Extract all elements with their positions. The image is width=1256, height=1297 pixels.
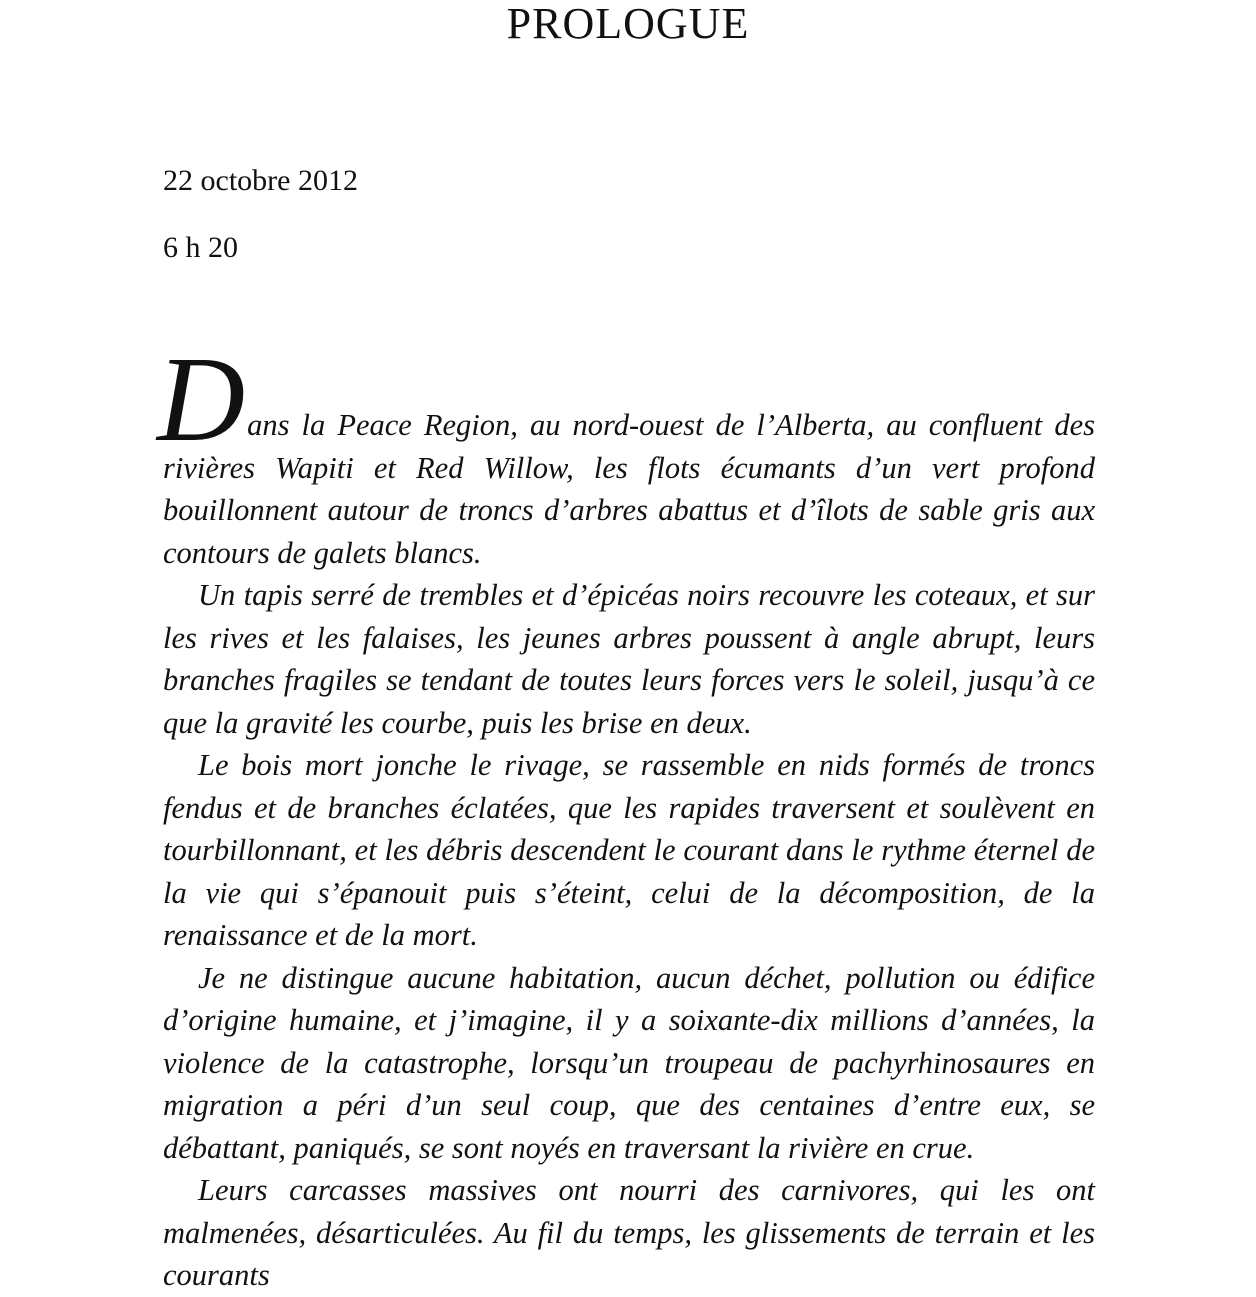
paragraph-2: Un tapis serré de trembles et d’épicéas noirs recouvre les coteaux, et sur les rives et les falaises, les jeunes arbres poussent à angle abrupt, leurs branches fragiles se tendant de toutes leurs forces vers le soleil, jusqu’à ce que la gravité les courbe, puis les brise en deux. bbox=[163, 578, 1095, 740]
date-line: 22 octobre 2012 bbox=[163, 164, 358, 197]
body-text bbox=[157, 332, 1095, 1297]
chapter-title: PROLOGUE bbox=[506, 0, 750, 48]
paragraph-3: Le bois mort jonche le rivage, se rassemble en nids formés de troncs fendus et de branches éclatées, que les rapides traversent et soulèvent en tourbillonnant, et les débris descendent le courant dans le rythme éternel de la vie qui s’épanouit puis s’éteint, celui de la décomposition, de la renaissance et de la mort. bbox=[163, 748, 1095, 952]
paragraph-1-text: ans la Peace Region, au nord-ouest de l’Alberta, au confluent des rivières Wapiti et Red Willow, les flots écumants d’un vert profond bouillonnent autour de troncs d’arbres abattus et d’îlots de sable gris aux contours de galets blancs. bbox=[163, 408, 1095, 570]
paragraph-4: Je ne distingue aucune habitation, aucun déchet, pollution ou édifice d’origine humaine, et j’imagine, il y a soixante-dix millions d’années, la violence de la catastrophe, lorsqu’un troupeau de pachyrhinosaures en migration a péri d’un seul coup, que des centaines d’entre eux, se débattant, paniqués, se sont noyés en traversant la rivière en crue. bbox=[163, 960, 1095, 1165]
paragraph-5: Leurs carcasses massives ont nourri des carnivores, qui les ont malmenées, désarticulées. Au fil du temps, les glissements de terrain et les courants bbox=[163, 1173, 1095, 1292]
time-line: 6 h 20 bbox=[163, 231, 238, 264]
paragraph-1 bbox=[157, 332, 1095, 574]
drop-cap: D bbox=[157, 332, 246, 467]
